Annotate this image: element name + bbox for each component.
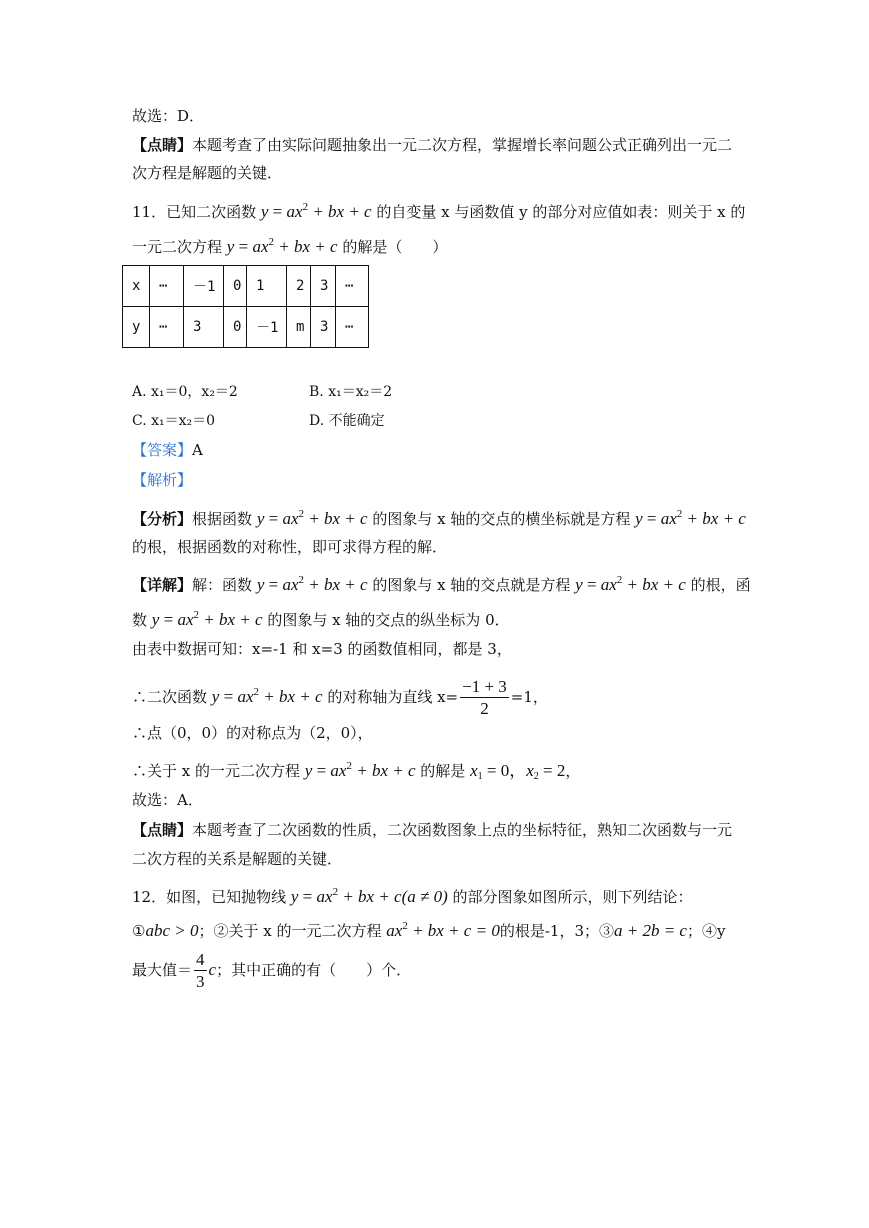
root-values: $x_1 = 0$，$x_2 = 2$ <box>470 761 566 782</box>
quadratic-formula: $y = ax^2$ + bx + c <box>211 686 323 706</box>
final-choice: 故选：A． <box>132 791 203 809</box>
review-text: 本题考查了由实际问题抽象出一元二次方程，掌握增长率问题公式正确列出一元二 <box>192 136 733 154</box>
quadratic-formula: $y = ax^2$ + bx + c <box>304 760 416 780</box>
axis-line: ∴二次函数 $y = ax^2$ + bx + c 的对称轴为直线 x= $\frac{-1 + 3}{2}$ =1， <box>132 676 548 718</box>
answer-value: A <box>192 441 203 459</box>
detail-line: 【详解】解：函数 $y = ax^2$ + bx + c 的图象与 x 轴的交点就是方程 $y = ax^2$ + bx + c 的根，函 <box>132 574 751 594</box>
answer-choice-d-text: 故选：D． <box>132 107 205 125</box>
solution-line: ∴关于 x 的一元二次方程 $y = ax^2$ + bx + c 的解是 $x_1 = 0$，$x_2 = 2$， <box>132 760 581 782</box>
option-b: B. x₁＝x₂＝2 <box>309 384 393 400</box>
analysis-line: 【分析】根据函数 $y = ax^2$ + bx + c 的图象与 x 轴的交点的横坐标就是方程 $y = ax^2$ + bx + c <box>132 508 746 528</box>
review-note-2-cont: 二次方程的关系是解题的关键． <box>132 850 343 868</box>
quadratic-formula: $y = ax^2$ + bx + c <box>635 508 746 528</box>
table-cell: ⋯ <box>150 266 184 307</box>
table-cell: y <box>123 307 150 348</box>
quadratic-formula: $y = ax^2$ + bx + c <box>256 574 368 594</box>
option-d: D. 不能确定 <box>309 413 385 429</box>
review-label: 【点睛】 <box>132 136 193 154</box>
review-note-2: 【点睛】本题考查了二次函数的性质，二次函数图象上点的坐标特征，熟知二次函数与一元 <box>132 821 733 839</box>
analysis-label: 【解析】 <box>132 471 193 489</box>
conclusion-2-equation: $ax^2$ + bx + c = 0 <box>386 920 500 940</box>
question-11-stem <box>132 197 745 222</box>
detail-tag: 【详解】 <box>132 576 193 594</box>
table-cell: m <box>287 307 311 348</box>
option-a: A. x₁＝0，x₂＝2 <box>132 384 238 400</box>
table-cell: 1 <box>247 266 287 307</box>
conclusion-3: a + 2b = c <box>613 921 687 940</box>
detail-line-cont: 数 $y = ax^2$ + bx + c 的图象与 x 轴的交点的纵坐标为 0． <box>132 609 510 629</box>
table-cell: －1 <box>247 307 287 348</box>
table-note: 由表中数据可知：x=-1 和 x=3 的函数值相同，都是 3， <box>132 640 512 658</box>
table-cell: －1 <box>184 266 224 307</box>
fraction: $\frac{-1 + 3}{2}$ <box>462 676 507 718</box>
quadratic-formula: $y = ax^2$ + bx + c <box>151 609 263 629</box>
review-note <box>132 135 732 155</box>
table-cell: ⋯ <box>336 307 369 348</box>
question-11-prefix: 11．已知二次函数 <box>132 203 257 221</box>
table-cell: 3 <box>184 307 224 348</box>
question-12-conclusions: ①abc > 0；②关于 x 的一元二次方程 $ax^2$ + bx + c = 0的根是-1，3；③a + 2b = c；④y <box>132 920 726 940</box>
answer-label: 【答案】 <box>132 441 193 459</box>
symmetric-point-line: ∴点（0，0）的对称点为（2，0）， <box>132 724 373 742</box>
table-cell: 2 <box>287 266 311 307</box>
table-row <box>123 266 369 307</box>
table-row <box>123 307 369 348</box>
conclusion-1: abc > 0 <box>145 921 199 940</box>
quadratic-formula: $y = ax^2$ + bx + c <box>256 508 368 528</box>
parabola-formula: $y = ax^2$ + bx + c(a ≠ 0) <box>290 886 448 906</box>
table-cell: 3 <box>311 307 336 348</box>
value-table <box>122 265 369 348</box>
review-label: 【点睛】 <box>132 821 193 839</box>
quadratic-formula: $y = ax^2$ + bx + c <box>260 201 372 221</box>
option-c: C. x₁＝x₂＝0 <box>132 413 216 429</box>
table-cell: 0 <box>224 307 247 348</box>
fraction: $\frac{4}{3}$ <box>196 949 205 991</box>
table-cell: 0 <box>224 266 247 307</box>
quadratic-formula: $y = ax^2$ + bx + c <box>575 574 686 594</box>
table-cell: 3 <box>311 266 336 307</box>
question-12-conclusion-4: 最大值＝ $\frac{4}{3}$ c；其中正确的有（ ）个． <box>132 949 412 991</box>
answer-line <box>132 440 203 460</box>
table-cell: ⋯ <box>336 266 369 307</box>
question-12-stem: 12．如图，已知抛物线 $y = ax^2$ + bx + c(a ≠ 0) 的部分图象如图所示，则下列结论： <box>132 886 693 906</box>
analysis-line-cont: 的根，根据函数的对称性，即可求得方程的解． <box>132 538 448 556</box>
review-text-cont: 次方程是解题的关键． <box>132 164 283 182</box>
question-11-middle: 的自变量 x 与函数值 y 的部分对应值如表：则关于 x 的 <box>376 203 746 221</box>
analysis-tag: 【分析】 <box>132 510 193 528</box>
quadratic-formula: $y = ax^2$ + bx + c <box>226 236 338 256</box>
table-cell: x <box>123 266 150 307</box>
table-cell: ⋯ <box>150 307 184 348</box>
question-11-stem-cont: 一元二次方程 $y = ax^2$ + bx + c 的解是（ ） <box>132 236 448 256</box>
